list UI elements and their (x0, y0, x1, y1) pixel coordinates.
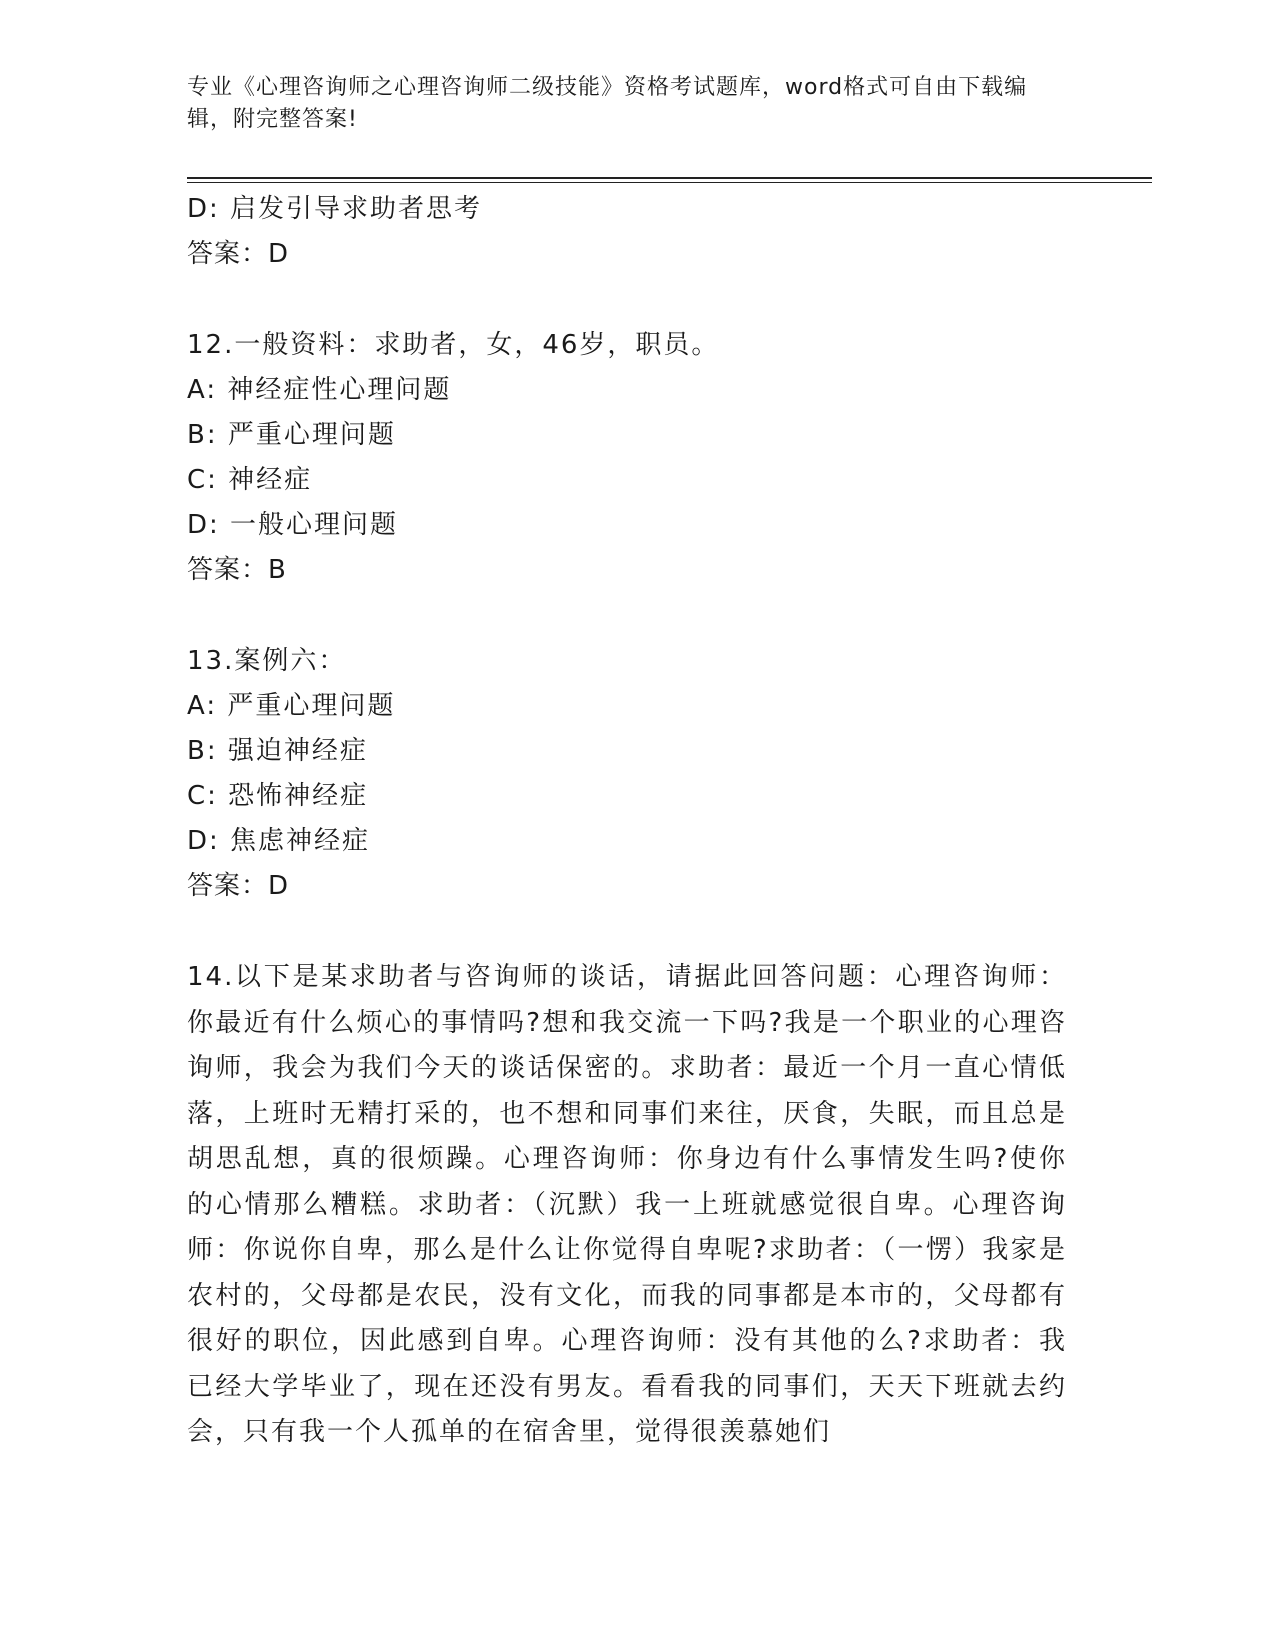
q13-option-a: A: 严重心理问题 (187, 691, 396, 721)
q12-option-b: B: 严重心理问题 (187, 420, 396, 450)
document-header: 专业《心理咨询师之心理咨询师二级技能》资格考试题库，word格式可自由下载编辑，附完整答案! (187, 75, 1028, 132)
q13-option-c: C: 恐怖神经症 (187, 781, 369, 811)
q13-answer: 答案：D (187, 871, 290, 901)
q13-option-b: B: 强迫神经症 (187, 736, 368, 766)
header-rule-thin (187, 182, 1152, 183)
q13-stem: 13.案例六： (187, 646, 347, 676)
q12-option-d: D: 一般心理问题 (187, 510, 399, 540)
q13-option-d: D: 焦虑神经症 (187, 826, 371, 856)
q11-answer: 答案：D (187, 239, 290, 269)
q12-stem: 12.一般资料：求助者，女，46岁，职员。 (187, 330, 720, 360)
document-body (187, 187, 1067, 1456)
q14-stem: 14.以下是某求助者与咨询师的谈话，请据此回答问题：心理咨询师：你最近有什么烦心的事情吗?想和我交流一下吗?我是一个职业的心理咨询师，我会为我们今天的谈话保密的。求助者：最近一个月一直心情低落，上班时无精打采的，也不想和同事们来往，厌食，失眠，而且总是胡思乱想，真的很烦躁。心理咨询师：你身边有什么事情发生吗?使你的心情那么糟糕。求助者：（沉默）我一上班就感觉很自卑。心理咨询师：你说你自卑，那么是什么让你觉得自卑呢?求助者：（一愣）我家是农村的，父母都是农民，没有文化，而我的同事都是本市的，父母都有很好的职位，因此感到自卑。心理咨询师：没有其他的么?求助者：我已经大学毕业了，现在还没有男友。看看我的同事们，天天下班就去约会，只有我一个人孤单的在宿舍里，觉得很羡慕她们 (187, 962, 1067, 1447)
q12-option-c: C: 神经症 (187, 465, 313, 495)
q11-option-d: D: 启发引导求助者思考 (187, 194, 483, 224)
header-rule-thick (187, 177, 1152, 179)
q12-option-a: A: 神经症性心理问题 (187, 375, 452, 405)
q12-answer: 答案：B (187, 555, 287, 585)
